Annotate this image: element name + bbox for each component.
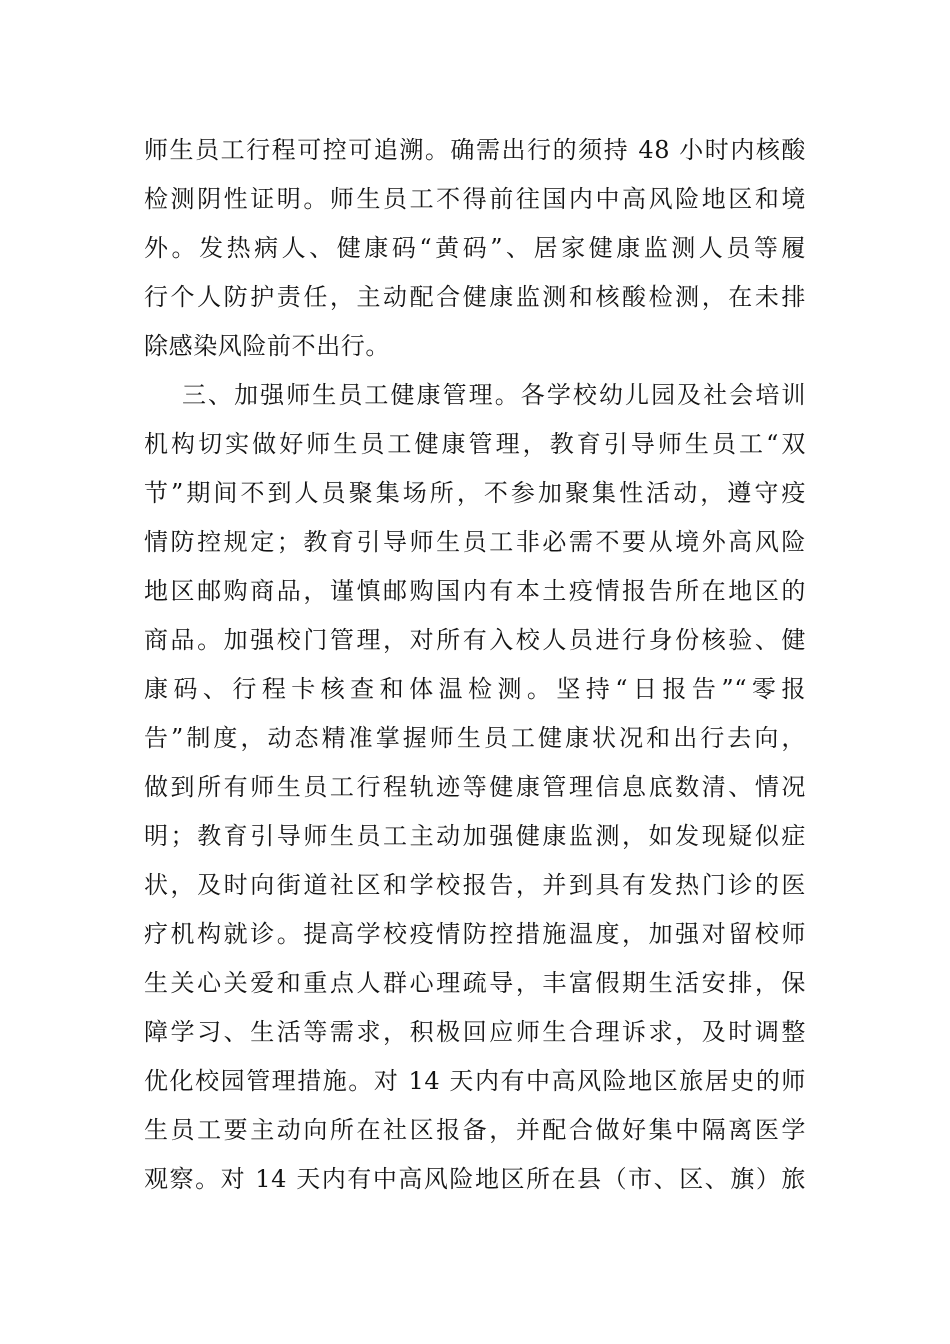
text-line: 节”期间不到人员聚集场所，不参加聚集性活动，遵守疫 — [144, 479, 806, 507]
section-heading-line: 三、加强师生员工健康管理。各学校幼儿园及社会培训 — [182, 381, 806, 409]
text-line: 观察。对 14 天内有中高风险地区所在县（市、区、旗）旅 — [144, 1165, 806, 1193]
text-line: 外。发热病人、健康码“黄码”、居家健康监测人员等履 — [144, 234, 806, 262]
text-line: 除感染风险前不出行。 — [144, 332, 390, 360]
text-line: 师生员工行程可控可追溯。确需出行的须持 48 小时内核酸 — [144, 136, 806, 164]
text-line: 优化校园管理措施。对 14 天内有中高风险地区旅居史的师 — [144, 1067, 806, 1095]
text-line: 状，及时向街道社区和学校报告，并到具有发热门诊的医 — [144, 871, 806, 899]
text-line: 做到所有师生员工行程轨迹等健康管理信息底数清、情况 — [144, 773, 806, 801]
text-line: 机构切实做好师生员工健康管理，教育引导师生员工“双 — [144, 430, 806, 458]
text-line: 行个人防护责任，主动配合健康监测和核酸检测，在未排 — [144, 283, 806, 311]
text-line: 生关心关爱和重点人群心理疏导，丰富假期生活安排，保 — [144, 969, 806, 997]
text-line: 商品。加强校门管理，对所有入校人员进行身份核验、健 — [144, 626, 806, 654]
text-line: 检测阴性证明。师生员工不得前往国内中高风险地区和境 — [144, 185, 806, 213]
text-line: 生员工要主动向所在社区报备，并配合做好集中隔离医学 — [144, 1116, 806, 1144]
text-line: 康码、行程卡核查和体温检测。坚持“日报告”“零报 — [144, 675, 806, 703]
text-line: 地区邮购商品，谨慎邮购国内有本土疫情报告所在地区的 — [144, 577, 806, 605]
text-line: 情防控规定；教育引导师生员工非必需不要从境外高风险 — [144, 528, 806, 556]
text-line: 疗机构就诊。提高学校疫情防控措施温度，加强对留校师 — [144, 920, 806, 948]
text-line: 告”制度，动态精准掌握师生员工健康状况和出行去向， — [144, 724, 806, 752]
document-body — [144, 126, 806, 1204]
text-line: 障学习、生活等需求，积极回应师生合理诉求，及时调整 — [144, 1018, 806, 1046]
text-line: 明；教育引导师生员工主动加强健康监测，如发现疑似症 — [144, 822, 806, 850]
